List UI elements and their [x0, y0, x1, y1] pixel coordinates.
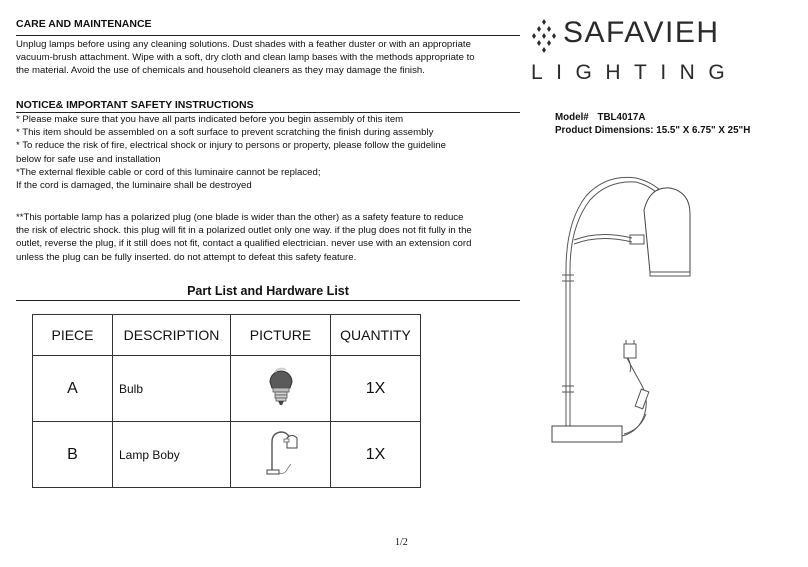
- plug-text: [16, 211, 472, 264]
- chandelier-logo-icon: [529, 19, 559, 55]
- header-piece: PIECE: [33, 315, 113, 356]
- model-value: TBL4017A: [597, 112, 646, 123]
- desk-lamp-icon: [540, 168, 710, 453]
- care-title: CARE AND MAINTENANCE: [16, 18, 152, 30]
- safety-title: NOTICE& IMPORTANT SAFETY INSTRUCTIONS: [16, 99, 254, 111]
- safety-line: * To reduce the risk of fire, electrical shock or injury to persons or property, please follow the guideline: [16, 140, 446, 152]
- table-row: [33, 356, 421, 422]
- quantity-cell: 1X: [331, 356, 421, 422]
- header-quantity: QUANTITY: [331, 315, 421, 356]
- plug-line: unless the plug can be fully inserted. do not attempt to defeat this safety feature.: [16, 251, 357, 263]
- care-text: [16, 38, 475, 78]
- care-line: vacuum-brush attachment. Wipe with a soft, dry cloth and clean lamp bases with the methods appropriate to: [16, 52, 475, 64]
- safety-line: * This item should be assembled on a soft surface to prevent scratching the finish during assembly: [16, 127, 434, 139]
- model-line: [555, 111, 645, 124]
- bulb-icon: [266, 364, 296, 408]
- piece-cell: A: [33, 356, 113, 422]
- parts-header-row: [33, 315, 421, 356]
- care-line: the material. Avoid the use of chemicals and household cleaners as they may damage the finish.: [16, 65, 425, 77]
- safety-text: [16, 113, 446, 192]
- piece-cell: B: [33, 422, 113, 488]
- header-picture: PICTURE: [231, 315, 331, 356]
- lamp-body-icon: [261, 428, 301, 476]
- dimensions-value: 15.5" X 6.75" X 25"H: [656, 125, 751, 136]
- quantity-cell: 1X: [331, 422, 421, 488]
- plug-line: outlet, reverse the plug, if it still does not fit, contact a qualified electrician. never use with an extension cord: [16, 238, 472, 250]
- table-row: [33, 422, 421, 488]
- description-cell: Lamp Boby: [113, 422, 231, 488]
- brand-name: SAFAVIEH: [563, 16, 720, 49]
- safety-line: * Please make sure that you have all parts indicated before you begin assembly of this item: [16, 114, 404, 125]
- picture-cell: [231, 356, 331, 422]
- page-number: 1/2: [395, 537, 408, 548]
- care-rule: [16, 35, 520, 36]
- parts-title: Part List and Hardware List: [187, 284, 349, 298]
- description-cell: Bulb: [113, 356, 231, 422]
- dimensions-line: [555, 124, 750, 137]
- safety-line: *The external flexible cable or cord of this luminaire cannot be replaced;: [16, 166, 321, 178]
- dimensions-label: Product Dimensions:: [555, 125, 654, 136]
- model-label: Model#: [555, 112, 589, 123]
- safety-line: below for safe use and installation: [16, 153, 161, 165]
- safety-line: If the cord is damaged, the luminaire shall be destroyed: [16, 180, 252, 192]
- parts-table: [32, 314, 421, 488]
- care-line: Unplug lamps before using any cleaning solutions. Dust shades with a feather duster or with an appropriate: [16, 39, 471, 50]
- picture-cell: [231, 422, 331, 488]
- header-description: DESCRIPTION: [113, 315, 231, 356]
- plug-line: **This portable lamp has a polarized plug (one blade is wider than the other) as a safety feature to reduce: [16, 212, 464, 223]
- brand-sub: LIGHTING: [531, 61, 739, 84]
- plug-line: the risk of electric shock. this plug will fit in a polarized outlet only one way. if the plug does not fit fully in the: [16, 225, 472, 237]
- parts-rule: [16, 300, 520, 301]
